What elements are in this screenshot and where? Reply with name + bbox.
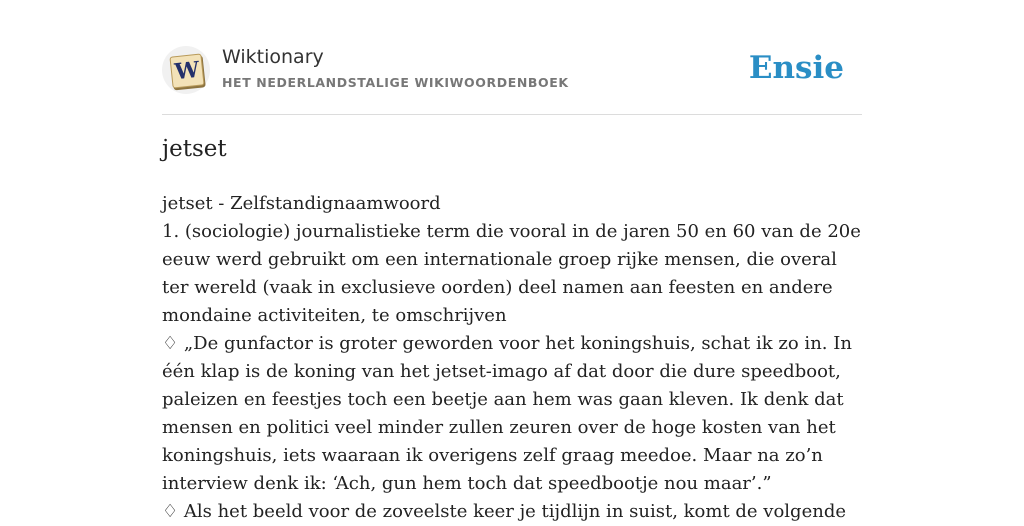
entry-heading: jetset - Zelfstandignaamwoord: [162, 193, 441, 214]
wiktionary-logo-icon[interactable]: [162, 46, 210, 94]
site-title[interactable]: Wiktionary: [222, 46, 324, 68]
example-quote: ♢ „De gunfactor is groter geworden voor het koningshuis, schat ik zo in. In één klap is de koning van het jetset-imago af dat door die dure speedboot, paleizen en feestjes toch een beetje aan hem was gaan kleven. Ik denk dat mensen en politici veel minder zullen zeuren over de hoge kosten van het koningshuis, iets waaraan ik overigens zelf graag meedoe. Maar na zo’n interview denk ik: ‘Ach, gun hem toch dat speedbootje nou maar’.”: [162, 333, 852, 494]
entry-content: [162, 190, 862, 526]
entry-definition: 1. (sociologie) journalistieke term die vooral in de jaren 50 en 60 van de 20e eeuw werd gebruikt om een internationale groep rijke mensen, die overal ter wereld (vaak in exclusieve oorden) deel namen aan feesten en andere mondaine activiteiten, te omschrijven: [162, 221, 861, 326]
site-header: [162, 44, 862, 115]
site-subtitle: HET NEDERLANDSTALIGE WIKIWOORDENBOEK: [222, 75, 569, 90]
example-quote: ♢ Als het beeld voor de zoveelste keer je tijdlijn in suist, komt de volgende: [162, 501, 846, 522]
page-title: jetset: [162, 136, 227, 162]
logo-letter: W: [169, 53, 204, 88]
ensie-link[interactable]: Ensie: [748, 50, 844, 86]
